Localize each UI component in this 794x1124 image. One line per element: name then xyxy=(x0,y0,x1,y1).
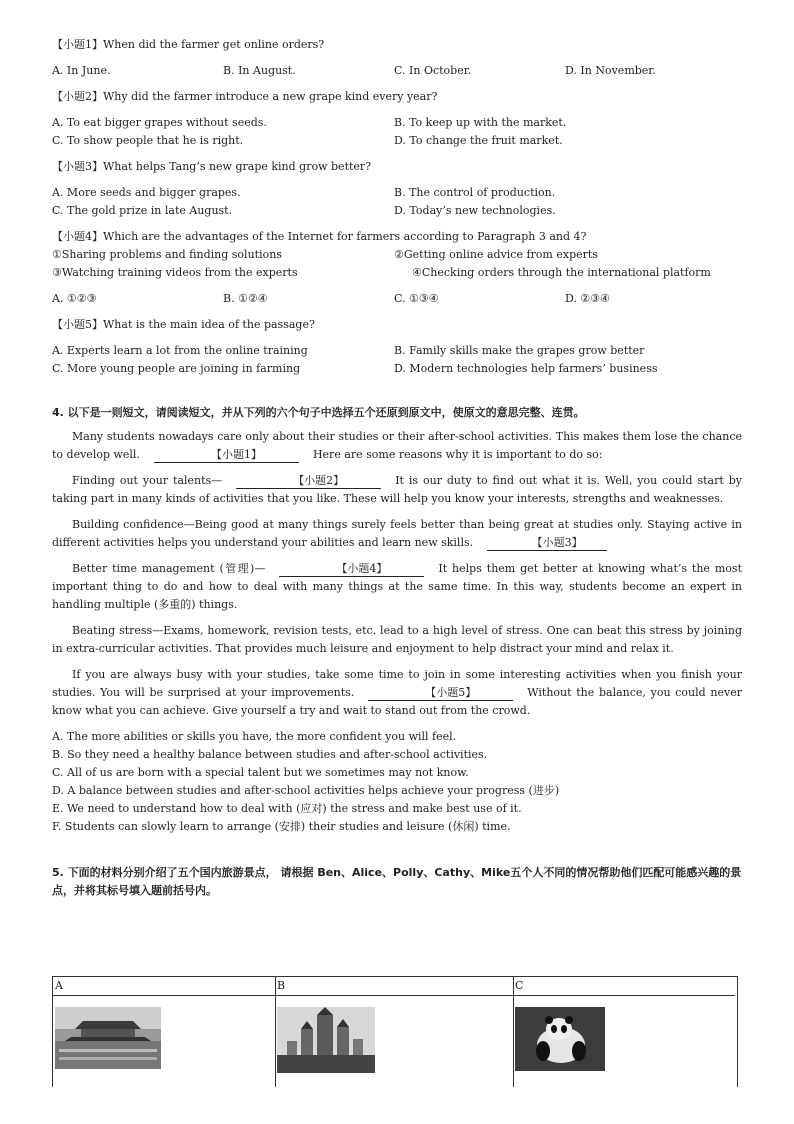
question-4-items xyxy=(52,246,742,282)
passage-paragraph: Beating stress—Exams, homework, revision tests, etc. lead to a high level of stress. One can beat this stress by joining in extra-curricular activities. That provides much leisure and enjoyment to help distract your mind and relax it. xyxy=(52,624,742,655)
option[interactable]: A. More seeds and bigger grapes. xyxy=(52,186,241,199)
option[interactable]: C. More young people are joining in farming xyxy=(52,362,301,375)
option[interactable]: A. To eat bigger grapes without seeds. xyxy=(52,116,267,129)
choice-item: F. Students can slowly learn to arrange (安排) their studies and leisure (休闲) time. xyxy=(52,820,511,833)
sentence-choices xyxy=(52,728,742,836)
forbidden-city-photo xyxy=(55,1007,161,1069)
passage-paragraph: Building confidence—Being good at many things surely feels better than being great at studies only. Staying active in different activities helps you understand your abilities and learn new skills. 【小题3】 xyxy=(52,518,742,549)
question-1-stem: 【小题1】When did the farmer get online orders? xyxy=(52,38,325,51)
attractions-table xyxy=(52,976,738,1087)
table-cell-c xyxy=(513,977,735,1087)
choice-item: E. We need to understand how to deal with (应对) the stress and make best use of it. xyxy=(52,802,522,815)
option[interactable]: C. The gold prize in late August. xyxy=(52,204,233,217)
option[interactable]: B. Family skills make the grapes grow better xyxy=(394,344,645,357)
question-5-options xyxy=(52,342,742,378)
option[interactable]: C. In October. xyxy=(394,64,472,77)
question-1-options xyxy=(52,62,742,80)
statement-item: ①Sharing problems and finding solutions xyxy=(52,248,282,261)
panda-photo xyxy=(515,1007,605,1071)
option[interactable]: C. To show people that he is right. xyxy=(52,134,244,147)
option[interactable]: D. ②③④ xyxy=(565,292,611,305)
question-4-stem: 【小题4】Which are the advantages of the Internet for farmers according to Paragraph 3 and 4? xyxy=(52,230,587,243)
worksheet-page xyxy=(52,36,742,900)
question-3-stem: 【小题3】What helps Tang’s new grape kind grow better? xyxy=(52,160,372,173)
section-4-title: 4. 以下是一则短文，请阅读短文，并从下列的六个句子中选择五个还原到原文中，使原文的意思完整、连贯。 xyxy=(52,406,585,419)
option[interactable]: B. In August. xyxy=(223,64,296,77)
answer-blank-3[interactable]: 【小题3】 xyxy=(487,536,607,551)
option[interactable]: D. Today’s new technologies. xyxy=(394,204,556,217)
answer-blank-1[interactable]: 【小题1】 xyxy=(154,448,299,463)
answer-blank-4[interactable]: 【小题4】 xyxy=(279,562,424,577)
choice-item: D. A balance between studies and after-school activities helps achieve your progress (进步) xyxy=(52,784,560,797)
option[interactable]: B. ①②④ xyxy=(223,292,268,305)
statement-item: ③Watching training videos from the experts xyxy=(52,266,298,279)
answer-blank-2[interactable]: 【小题2】 xyxy=(236,474,381,489)
option[interactable]: A. Experts learn a lot from the online training xyxy=(52,344,308,357)
passage-paragraph: Better time management (管理)— 【小题4】 It helps them get better at knowing what’s the most important thing to do and how to deal with many things at the same time. In this way, students become an expert in handling multiple (多重的) things. xyxy=(52,562,742,611)
question-3-options xyxy=(52,184,742,220)
statement-item: ④Checking orders through the international platform xyxy=(412,266,711,279)
option[interactable]: A. In June. xyxy=(52,64,111,77)
answer-blank-5[interactable]: 【小题5】 xyxy=(368,686,513,701)
option[interactable]: C. ①③④ xyxy=(394,292,439,305)
option[interactable]: A. ①②③ xyxy=(52,292,97,305)
choice-item: C. All of us are born with a special talent but we sometimes may not know. xyxy=(52,766,469,779)
option[interactable]: B. The control of production. xyxy=(394,186,556,199)
cell-label: A xyxy=(55,979,63,992)
table-cell-a xyxy=(53,977,276,1087)
cell-label: C xyxy=(515,979,524,992)
table-cell-b xyxy=(275,977,514,1087)
question-2-options xyxy=(52,114,742,150)
castle-photo xyxy=(277,1007,375,1073)
option[interactable]: B. To keep up with the market. xyxy=(394,116,567,129)
section-5-title: 5. 下面的材料分别介绍了五个国内旅游景点， 请根据 Ben、Alice、Polly、Cathy、Mike五个人不同的情况帮助他们匹配可能感兴趣的景点，并将其标号填入题前括号内。 xyxy=(52,866,742,897)
cell-label: B xyxy=(277,979,286,992)
option[interactable]: D. In November. xyxy=(565,64,656,77)
passage-paragraph: If you are always busy with your studies, take some time to join in some interesting activities when you finish your studies. You will be surprised at your improvements. 【小题5】 Without the balance, you could never know what you can achieve. Give yourself a try and wait to stand out from the crowd. xyxy=(52,668,742,717)
question-2-stem: 【小题2】Why did the farmer introduce a new grape kind every year? xyxy=(52,90,438,103)
choice-item: A. The more abilities or skills you have, the more confident you will feel. xyxy=(52,730,457,743)
passage-paragraph: Many students nowadays care only about their studies or their after-school activities. This makes them lose the chance to develop well. 【小题1】 Here are some reasons why it is important to do so: xyxy=(52,430,742,461)
question-4-options xyxy=(52,290,742,308)
choice-item: B. So they need a healthy balance between studies and after-school activities. xyxy=(52,748,488,761)
option[interactable]: D. Modern technologies help farmers’ business xyxy=(394,362,658,375)
passage-paragraph: Finding out your talents— 【小题2】 It is our duty to find out what it is. Well, you could start by taking part in many kinds of activities that you like. These will help you know your interests, strengths and weaknesses. xyxy=(52,474,742,505)
option[interactable]: D. To change the fruit market. xyxy=(394,134,563,147)
statement-item: ②Getting online advice from experts xyxy=(394,248,598,261)
question-5-stem: 【小题5】What is the main idea of the passage? xyxy=(52,318,315,331)
